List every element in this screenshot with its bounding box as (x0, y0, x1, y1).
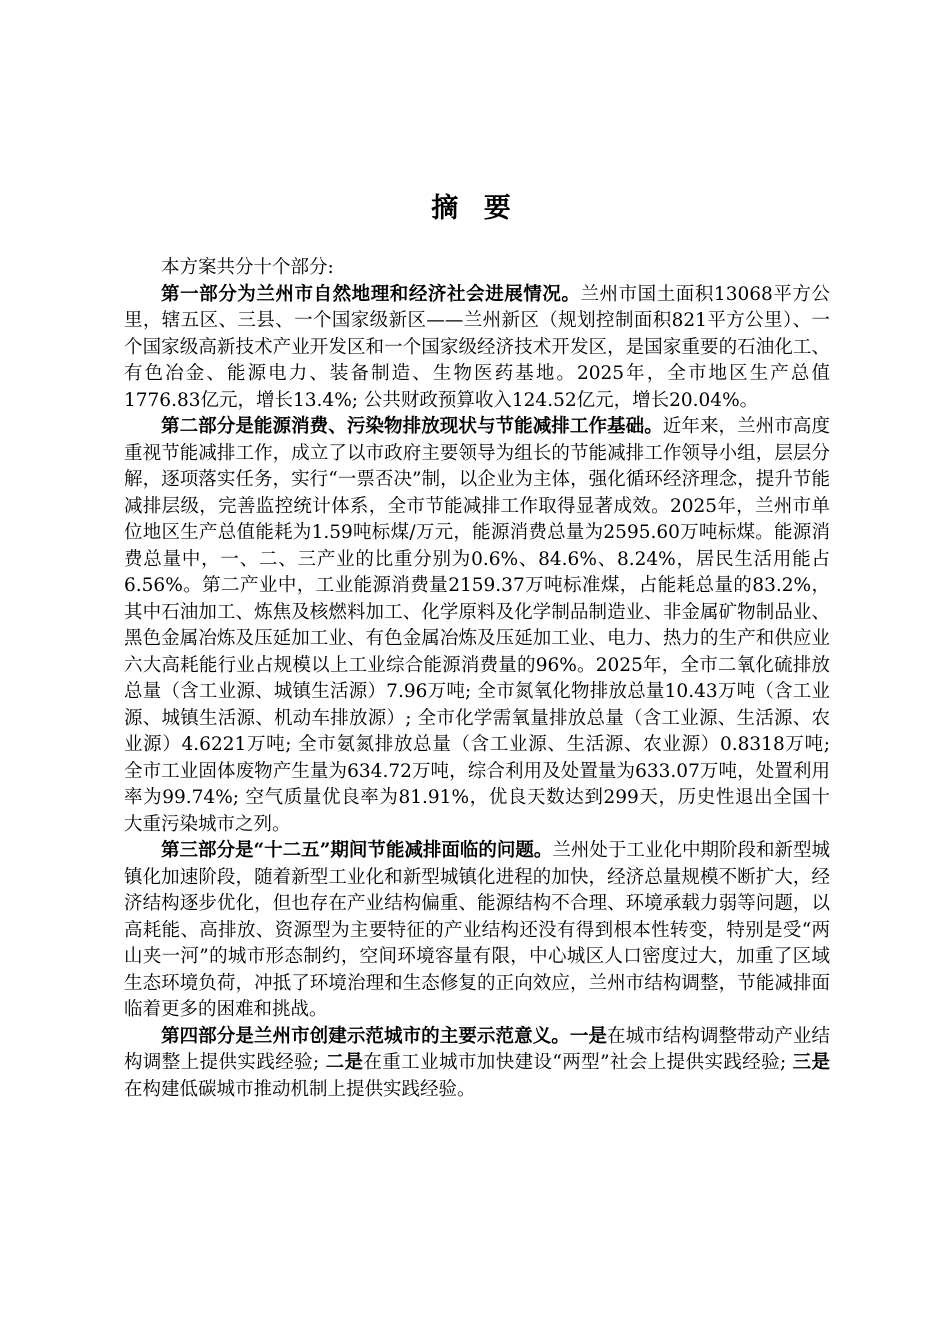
document-body (124, 255, 830, 1103)
part-4-point-3-label: 三是 (792, 1052, 830, 1073)
part-1-text: 兰州市国土面积13068平方公里，辖五区、三县、一个国家级新区——兰州新区（规划控制面积821平方公里）、一个国家级高新技术产业开发区和一个国家级经济技术开发区，是国家重要的石油化工、有色冶金、能源电力、装备制造、生物医药基地。2025年，全市地区生产总值1776.83亿元，增长13.4%; 公共财政预算收入124.52亿元，增长20.04%。 (124, 283, 830, 411)
part-4-point-1-text: 在城市结构调整带动产业结构调整上提供实践经验; (124, 1025, 830, 1073)
part-4-point-3-text: 在构建低碳城市推动机制上提供实践经验。 (124, 1078, 476, 1100)
part-4-heading: 第四部分是兰州市创建示范城市的主要示范意义。 (161, 1025, 570, 1047)
intro-paragraph: 本方案共分十个部分: (161, 257, 334, 278)
part-1-heading: 第一部分为兰州市自然地理和经济社会进展情况。 (161, 283, 581, 305)
part-2-text: 近年来，兰州市高度重视节能减排工作，成立了以市政府主要领导为组长的节能减排工作领导小组，层层分解，逐项落实任务，实行“一票否决”制，以企业为主体，强化循环经济理念，提升节能减排层级，完善监控统计体系，全市节能减排工作取得显著成效。2025年，兰州市单位地区生产总值能耗为1.59吨标煤/万元，能源消费总量为2595.60万吨标煤。能源消费总量中，一、二、三产业的比重分别为0.6%、84.6%、8.24%，居民生活用能占6.56%。第二产业中，工业能源消费量2159.37万吨标准煤，占能耗总量的83.2%，其中石油加工、炼焦及核燃料加工、化学原料及化学制品制造业、非金属矿物制品业、黑色金属冶炼及压延加工业、有色金属冶炼及压延加工业、电力、热力的生产和供应业六大高耗能行业占规模以上工业综合能源消费量的96%。2025年，全市二氧化硫排放总量（含工业源、城镇生活源）7.96万吨; 全市氮氧化物排放总量10.43万吨（含工业源、城镇生活源、机动车排放源）; 全市化学需氧量排放总量（含工业源、生活源、农业源）4.6221万吨; 全市氨氮排放总量（含工业源、生活源、农业源）0.8318万吨; 全市工业固体废物产生量为634.72万吨，综合利用及处置量为633.07万吨，处置利用率为99.74%; 空气质量优良率为81.91%，优良天数达到299天，历史性退出全国十大重污染城市之列。 (124, 416, 830, 835)
part-2-heading: 第二部分是能源消费、污染物排放现状与节能减排工作基础。 (161, 416, 663, 437)
part-3-text: 兰州处于工业化中期阶段和新型城镇化加速阶段，随着新型工业化和新型城镇化进程的加快，经济总量规模不断扩大，经济结构逐步优化，但也存在产业结构偏重、能源结构不合理、环境承载力弱等问题，以高耗能、高排放、资源型为主要特征的产业结构还没有得到根本性转变，特别是受“两山夹一河”的城市形态制约，空间环境容量有限，中心城区人口密度过大，加重了区域生态环境负荷，冲抵了环境治理和生态修复的正向效应，兰州市结构调整，节能减排面临着更多的困难和挑战。 (124, 840, 830, 1020)
paragraph-part-4 (124, 1024, 830, 1104)
part-4-point-2-text: 在重工业城市加快建设“两型”社会上提供实践经验; (363, 1052, 793, 1073)
paragraph-part-2 (124, 414, 830, 838)
paragraph-part-3 (124, 838, 830, 1024)
part-4-point-2-label: 二是 (325, 1052, 364, 1073)
paragraph-part-1 (124, 282, 830, 415)
part-4-point-1-label: 一是 (569, 1025, 608, 1047)
document-title: 摘 要 (431, 193, 519, 224)
part-3-heading: 第三部分是“十二五”期间节能减排面临的问题。 (161, 840, 553, 861)
